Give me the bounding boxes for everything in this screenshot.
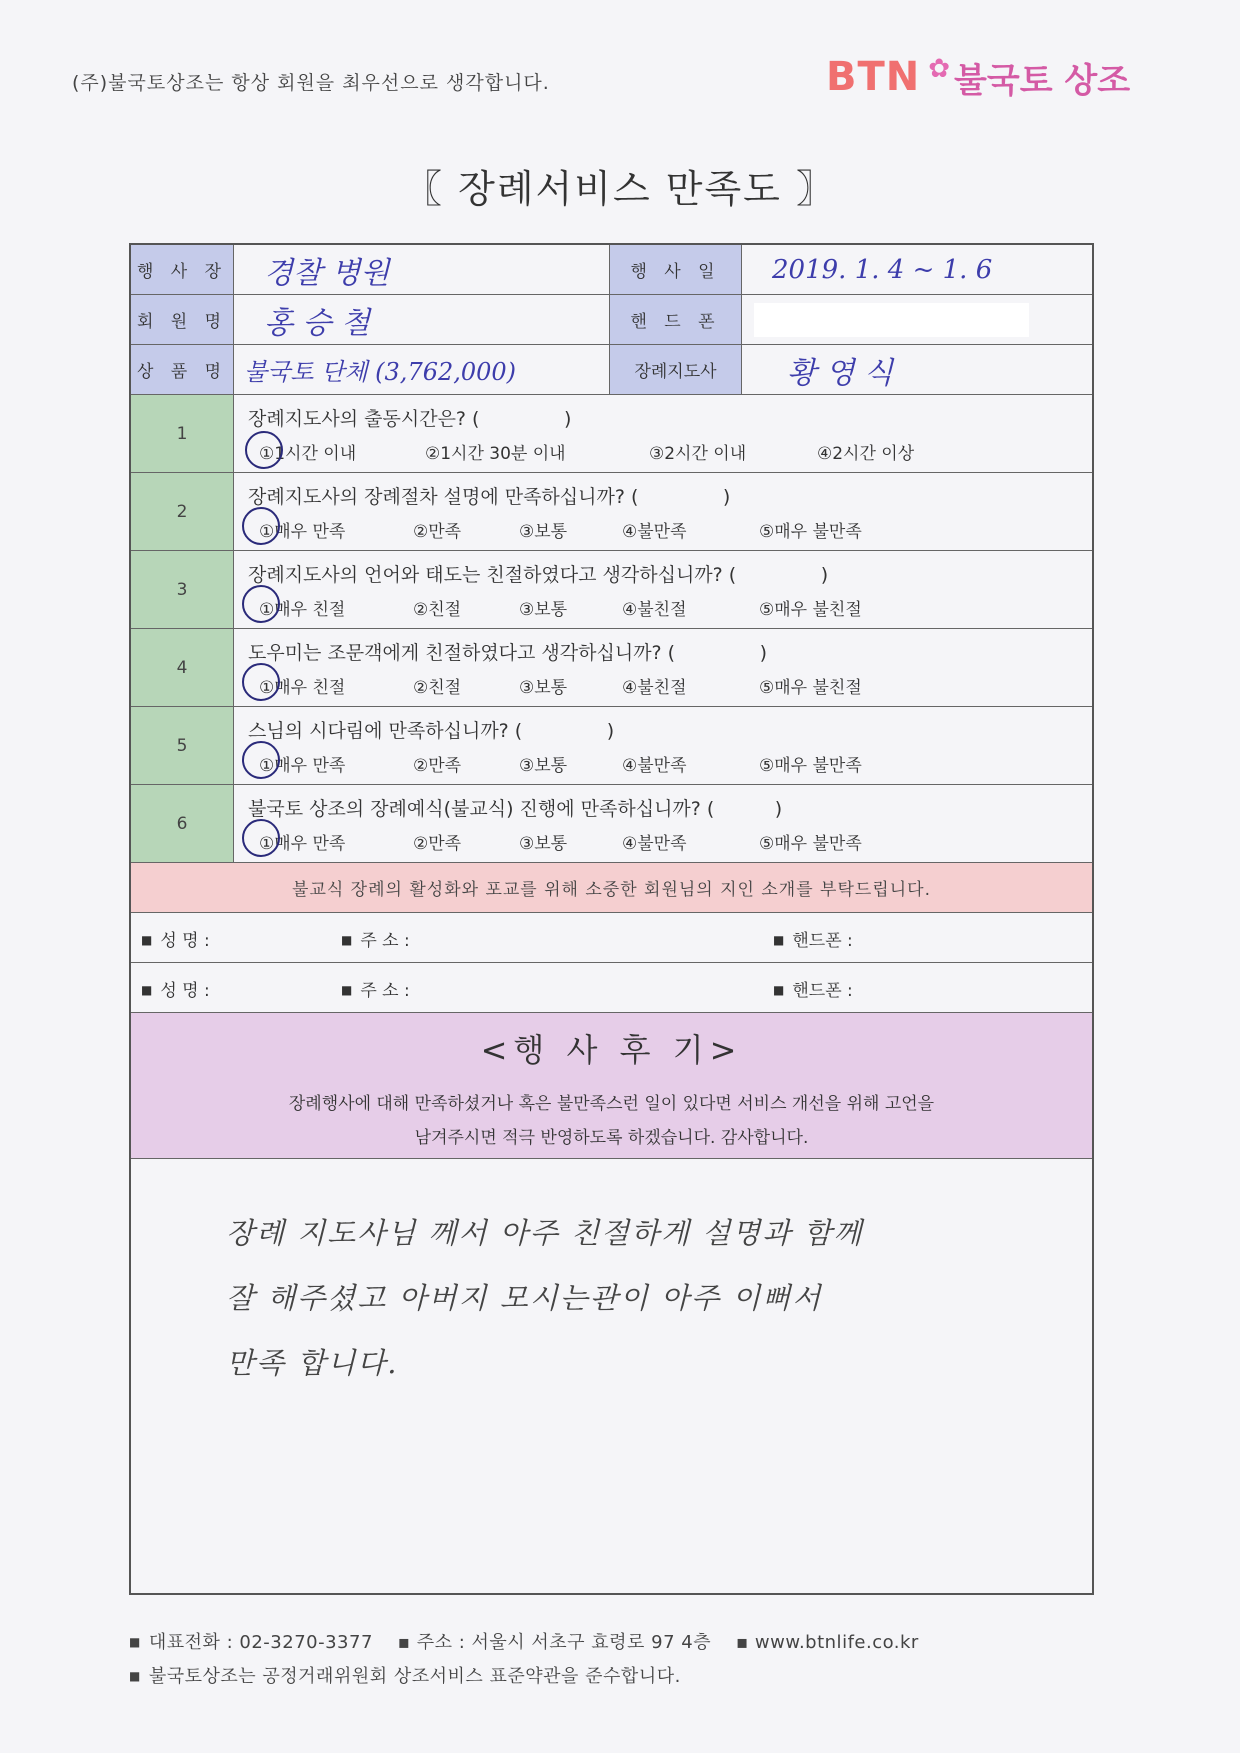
member-label: 회 원 명 xyxy=(131,295,234,344)
question-row-3 xyxy=(131,551,1092,629)
survey-form xyxy=(129,243,1094,1595)
question-row-5 xyxy=(131,707,1092,785)
question-row-6 xyxy=(131,785,1092,863)
review-header xyxy=(131,1013,1092,1159)
info-row-venue xyxy=(131,245,1092,295)
review-handwritten-line3: 만족 합니다. xyxy=(226,1346,399,1380)
option-3[interactable]: ③2시간 이내 xyxy=(649,444,747,464)
review-handwritten-line2: 잘 해주셨고 아버지 모시는관이 아주 이뻐서 xyxy=(226,1281,823,1315)
date-value[interactable]: 2019. 1. 4 ~ 1. 6 xyxy=(772,254,993,285)
selected-circle-mark xyxy=(242,507,280,545)
option-3[interactable]: ③보통 xyxy=(519,756,568,776)
option-2[interactable]: ②1시간 30분 이내 xyxy=(425,444,566,464)
header-tagline: (주)불국토상조는 항상 회원을 최우선으로 생각합니다. xyxy=(72,72,550,94)
address-label: 주 소 : xyxy=(360,931,410,951)
review-title: <행 사 후 기> xyxy=(480,1031,743,1069)
selected-circle-mark xyxy=(242,819,280,857)
question-text: 불국토 상조의 장례예식(불교식) 진행에 만족하십니까? ( ) xyxy=(248,798,783,820)
referral-name-field[interactable]: ■ 성 명 : xyxy=(141,981,210,1001)
option-1[interactable]: ①매우 만족 xyxy=(259,522,346,542)
phone-label: 핸 드 폰 xyxy=(610,295,742,344)
review-handwritten-line1: 장례 지도사님 께서 아주 친절하게 설명과 함께 xyxy=(226,1216,864,1250)
option-3[interactable]: ③보통 xyxy=(519,600,568,620)
referral-row-1 xyxy=(131,913,1092,963)
option-3[interactable]: ③보통 xyxy=(519,522,568,542)
referral-name-field[interactable]: ■ 성 명 : xyxy=(141,931,210,951)
review-body[interactable] xyxy=(131,1159,1092,1593)
referral-phone-field[interactable]: ■ 핸드폰 : xyxy=(773,981,853,1001)
question-text: 장례지도사의 언어와 태도는 친절하였다고 생각하십니까? ( ) xyxy=(248,564,829,586)
logo-btn-text: BTN xyxy=(826,54,921,100)
name-label: 성 명 : xyxy=(160,981,210,1001)
venue-label: 행 사 장 xyxy=(131,245,234,294)
phone-label: 핸드폰 : xyxy=(792,931,853,951)
address-label: 주 소 : xyxy=(360,981,410,1001)
phone-redaction xyxy=(754,303,1029,337)
option-1[interactable]: ①1시간 이내 xyxy=(259,444,357,464)
member-value[interactable]: 홍 승 철 xyxy=(234,295,610,344)
lotus-flower-icon: ✿ xyxy=(928,54,951,84)
option-2[interactable]: ②친절 xyxy=(413,600,462,620)
question-text: 도우미는 조문객에게 친절하였다고 생각하십니까? ( ) xyxy=(248,642,768,664)
selected-circle-mark xyxy=(242,741,280,779)
question-row-2 xyxy=(131,473,1092,551)
review-desc-line1: 장례행사에 대해 만족하셨거나 혹은 불만족스런 일이 있다면 서비스 개선을 위해 고언을 xyxy=(288,1094,935,1114)
question-row-1 xyxy=(131,395,1092,473)
question-row-4 xyxy=(131,629,1092,707)
info-row-product xyxy=(131,345,1092,395)
review-desc-line2: 남겨주시면 적극 반영하도록 하겠습니다. 감사합니다. xyxy=(414,1128,809,1148)
footer-contact-text: 대표전화 : 02-3270-3377 ▪ 주소 : 서울시 서초구 효령로 97 4층 ▪ www.btnlife.co.kr xyxy=(148,1632,919,1653)
referral-row-2 xyxy=(131,963,1092,1013)
option-3[interactable]: ③보통 xyxy=(519,834,568,854)
selected-circle-mark xyxy=(242,585,280,623)
venue-value[interactable]: 경찰 병원 xyxy=(234,245,610,294)
referral-banner: 불교식 장례의 활성화와 포교를 위해 소중한 회원님의 지인 소개를 부탁드립니다. xyxy=(131,863,1092,913)
product-value[interactable]: 불국토 단체 (3,762,000) xyxy=(234,345,610,394)
page-title: 〖 장례서비스 만족도 〗 xyxy=(404,167,836,211)
footer-compliance-text: 불국토상조는 공정거래위원회 상조서비스 표준약관을 준수합니다. xyxy=(148,1666,681,1687)
option-5[interactable]: ⑤매우 불만족 xyxy=(759,522,862,542)
selected-circle-mark xyxy=(242,663,280,701)
question-number: 5 xyxy=(131,707,234,784)
footer-contact: ■ 대표전화 : 02-3270-3377 ▪ 주소 : 서울시 서초구 효령로 97 4층 ▪ www.btnlife.co.kr xyxy=(129,1632,919,1653)
referral-address-field[interactable]: ■ 주 소 : xyxy=(341,981,410,1001)
date-label: 행 사 일 xyxy=(610,245,742,294)
question-text: 장례지도사의 출동시간은? ( ) xyxy=(248,408,572,430)
director-value[interactable]: 황 영 식 xyxy=(787,355,894,391)
option-1[interactable]: ①매우 친절 xyxy=(259,678,346,698)
option-2[interactable]: ②만족 xyxy=(413,834,462,854)
option-5[interactable]: ⑤매우 불만족 xyxy=(759,834,862,854)
option-1[interactable]: ①매우 만족 xyxy=(259,756,346,776)
option-5[interactable]: ⑤매우 불친절 xyxy=(759,600,862,620)
option-1[interactable]: ①매우 친절 xyxy=(259,600,346,620)
review-description xyxy=(131,1087,1092,1155)
question-number: 2 xyxy=(131,473,234,550)
option-4[interactable]: ④불친절 xyxy=(622,678,687,698)
name-label: 성 명 : xyxy=(160,931,210,951)
option-3[interactable]: ③보통 xyxy=(519,678,568,698)
phone-value[interactable] xyxy=(742,295,1092,344)
question-number: 6 xyxy=(131,785,234,862)
option-4[interactable]: ④불만족 xyxy=(622,834,687,854)
option-4[interactable]: ④불만족 xyxy=(622,756,687,776)
logo-name-text: 불국토 상조 xyxy=(954,60,1131,101)
question-text: 장례지도사의 장례절차 설명에 만족하십니까? ( ) xyxy=(248,486,731,508)
option-4[interactable]: ④2시간 이상 xyxy=(817,444,915,464)
option-2[interactable]: ②친절 xyxy=(413,678,462,698)
selected-circle-mark xyxy=(245,431,283,469)
option-2[interactable]: ②만족 xyxy=(413,756,462,776)
option-4[interactable]: ④불만족 xyxy=(622,522,687,542)
phone-label: 핸드폰 : xyxy=(792,981,853,1001)
question-number: 4 xyxy=(131,629,234,706)
info-row-member xyxy=(131,295,1092,345)
question-text: 스님의 시다림에 만족하십니까? ( ) xyxy=(248,720,615,742)
director-label: 장례지도사 xyxy=(610,345,742,394)
option-2[interactable]: ②만족 xyxy=(413,522,462,542)
option-5[interactable]: ⑤매우 불만족 xyxy=(759,756,862,776)
option-5[interactable]: ⑤매우 불친절 xyxy=(759,678,862,698)
option-4[interactable]: ④불친절 xyxy=(622,600,687,620)
question-number: 1 xyxy=(131,395,234,472)
question-number: 3 xyxy=(131,551,234,628)
referral-phone-field[interactable]: ■ 핸드폰 : xyxy=(773,931,853,951)
btn-logo xyxy=(826,52,1130,102)
product-label: 상 품 명 xyxy=(131,345,234,394)
option-1[interactable]: ①매우 만족 xyxy=(259,834,346,854)
referral-address-field[interactable]: ■ 주 소 : xyxy=(341,931,410,951)
footer-compliance: ■ 불국토상조는 공정거래위원회 상조서비스 표준약관을 준수합니다. xyxy=(129,1666,681,1687)
